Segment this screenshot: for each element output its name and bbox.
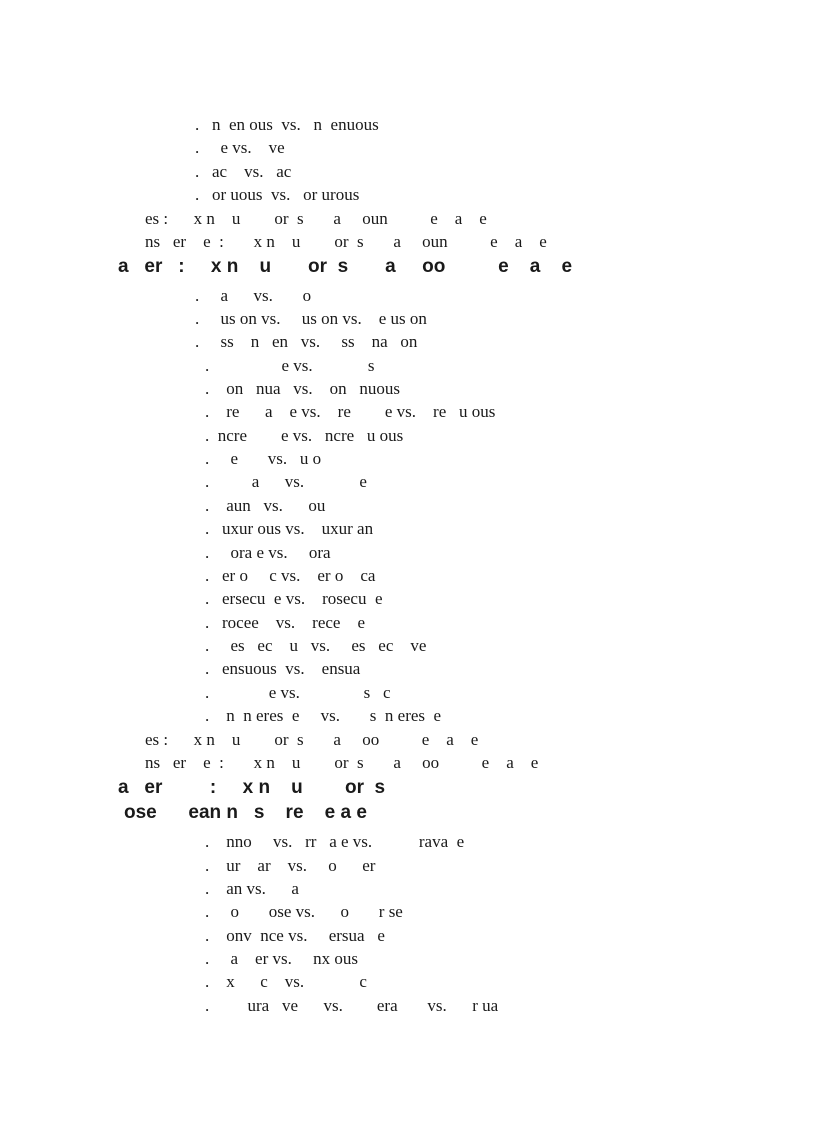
list-item: . o ose vs. o r se bbox=[205, 902, 403, 921]
list-item: . es ec u vs. es ec ve bbox=[205, 636, 427, 655]
list-item: . onv nce vs. ersua e bbox=[205, 926, 385, 945]
chapter-subheading: ose ean n s re e a e bbox=[124, 802, 367, 823]
list-item: . or uous vs. or urous bbox=[195, 185, 360, 204]
list-item: . e vs. s c bbox=[205, 683, 391, 702]
list-item: . a er vs. nx ous bbox=[205, 949, 358, 968]
list-item: . uxur ous vs. uxur an bbox=[205, 519, 374, 538]
list-item: . x c vs. c bbox=[205, 972, 367, 991]
list-item: . ensuous vs. ensua bbox=[205, 659, 361, 678]
notes-label: es : x n u or s a oun e a e bbox=[145, 209, 487, 228]
list-item: . er o c vs. er o ca bbox=[205, 566, 376, 585]
list-item: . e vs. u o bbox=[205, 449, 322, 468]
list-item: . ora e vs. ora bbox=[205, 543, 331, 562]
list-item: . aun vs. ou bbox=[205, 496, 326, 515]
chapter-heading: a er : x n u or s a oo e a e bbox=[118, 256, 573, 277]
list-item: . nno vs. rr a e vs. rava e bbox=[205, 832, 465, 851]
list-item: . a vs. o bbox=[195, 286, 312, 305]
chapter-heading: a er : x n u or s bbox=[118, 777, 386, 798]
list-item: . re a e vs. re e vs. re u ous bbox=[205, 402, 496, 421]
list-item: . ac vs. ac bbox=[195, 162, 292, 181]
list-item: . ss n en vs. ss na on bbox=[195, 332, 418, 351]
answers-label: ns er e : x n u or s a oo e a e bbox=[145, 753, 539, 772]
list-item: . us on vs. us on vs. e us on bbox=[195, 309, 427, 328]
list-item: . n en ous vs. n enuous bbox=[195, 115, 379, 134]
list-item: . ersecu e vs. rosecu e bbox=[205, 589, 383, 608]
notes-label: es : x n u or s a oo e a e bbox=[145, 730, 479, 749]
list-item: . ura ve vs. era vs. r ua bbox=[205, 996, 499, 1015]
list-item: . n n eres e vs. s n eres e bbox=[205, 706, 442, 725]
list-item: . an vs. a bbox=[205, 879, 299, 898]
list-item: . e vs. ve bbox=[195, 138, 285, 157]
list-item: . ncre e vs. ncre u ous bbox=[205, 426, 404, 445]
list-item: . a vs. e bbox=[205, 472, 367, 491]
list-item: . ur ar vs. o er bbox=[205, 856, 376, 875]
answers-label: ns er e : x n u or s a oun e a e bbox=[145, 232, 547, 251]
list-item: . e vs. s bbox=[205, 356, 375, 375]
list-item: . rocee vs. rece e bbox=[205, 613, 366, 632]
list-item: . on nua vs. on nuous bbox=[205, 379, 401, 398]
